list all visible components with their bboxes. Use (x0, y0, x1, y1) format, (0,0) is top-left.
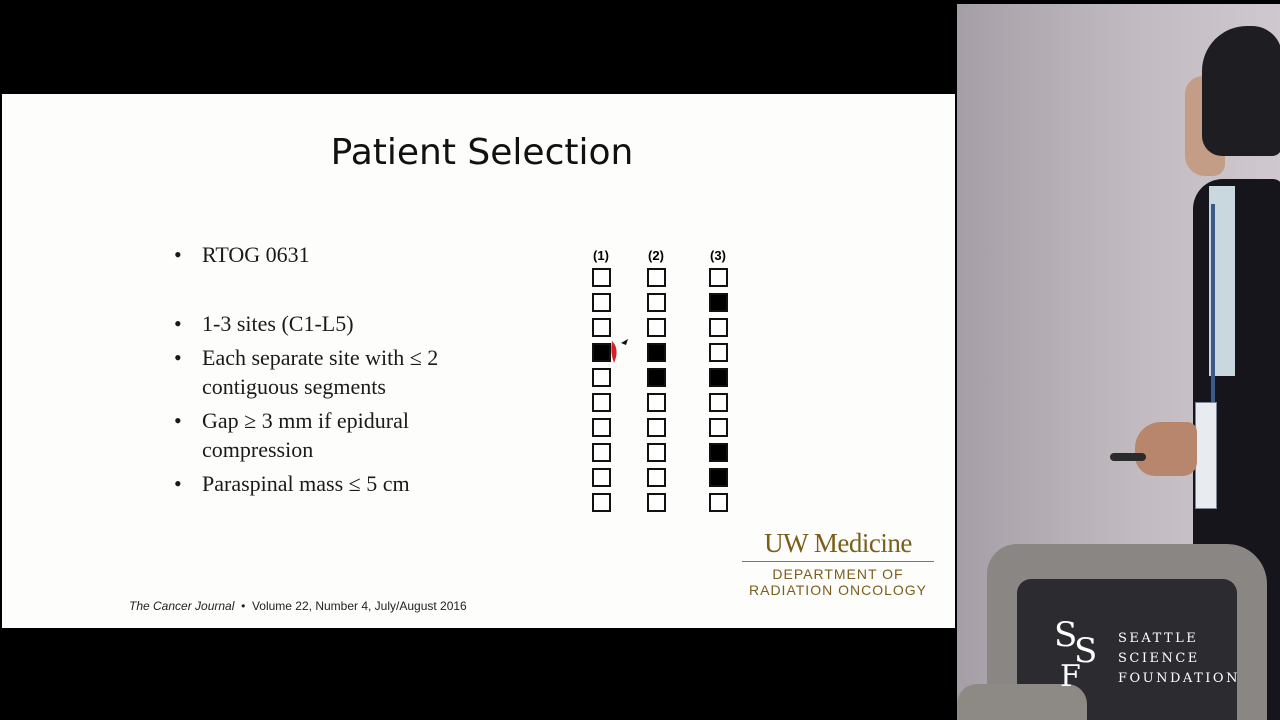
uw-medicine-logo (742, 528, 934, 598)
watermark-line-2: SCIENCE (1118, 651, 1200, 666)
segment-box-empty (647, 393, 666, 412)
segment-box-empty (592, 393, 611, 412)
watermark-line-1: SEATTLE (1118, 631, 1199, 646)
slide-title: Patient Selection (330, 132, 634, 173)
segment-box-empty (709, 418, 728, 437)
speaker-hand (1135, 422, 1197, 476)
segment-box-empty (647, 418, 666, 437)
segment-box-empty (592, 318, 611, 337)
bullet-text: Paraspinal mass ≤ 5 cm (202, 471, 410, 496)
segment-box-empty (592, 368, 611, 387)
segment-box-filled (647, 343, 666, 362)
segment-box-empty (592, 443, 611, 462)
diagram-column-label: (3) (710, 248, 726, 263)
segment-box-empty (709, 393, 728, 412)
citation (129, 599, 467, 613)
presentation-slide (2, 94, 955, 628)
segment-box-filled (709, 368, 728, 387)
speaker-lanyard (1211, 204, 1215, 404)
segment-box-empty (709, 343, 728, 362)
presentation-remote (1110, 453, 1146, 461)
speaker-video (957, 4, 1280, 720)
annotation-pointer (621, 339, 628, 345)
segment-box-filled (709, 293, 728, 312)
segment-box-empty (592, 418, 611, 437)
svg-text:F: F (1060, 659, 1081, 690)
diagram-column-label: (1) (593, 248, 609, 263)
segment-box-filled (709, 468, 728, 487)
segment-box-empty (647, 318, 666, 337)
segment-box-filled (709, 443, 728, 462)
bullet-symbol: • (174, 471, 182, 496)
logo-wordmark: UW Medicine (764, 528, 912, 558)
segment-box-empty (709, 318, 728, 337)
bullet-symbol: • (174, 345, 182, 370)
segment-box-empty (709, 493, 728, 512)
segment-box-empty (592, 468, 611, 487)
bullet-symbol: • (174, 311, 182, 336)
segment-box-empty (592, 493, 611, 512)
segment-box-empty (647, 268, 666, 287)
segment-box-empty (592, 293, 611, 312)
segment-box-empty (647, 493, 666, 512)
segment-box-empty (647, 443, 666, 462)
bullet-text: Gap ≥ 3 mm if epidural compression (202, 408, 409, 462)
svg-text:S: S (1074, 631, 1098, 671)
vertebral-segment-diagram (588, 244, 748, 519)
logo-department-line1: DEPARTMENT OF (772, 566, 904, 582)
citation-journal: The Cancer Journal (129, 599, 235, 613)
segment-box-empty (709, 268, 728, 287)
segment-box-empty (647, 293, 666, 312)
bullet-text: 1-3 sites (C1-L5) (202, 311, 354, 336)
svg-text:S: S (1054, 615, 1078, 655)
citation-separator: • (241, 599, 246, 613)
segment-box-filled (647, 368, 666, 387)
bullet-text: RTOG 0631 (202, 242, 310, 267)
bullet-text: Each separate site with ≤ 2 contiguous segments (202, 345, 439, 399)
speaker-hair (1202, 26, 1280, 156)
segment-box-empty (592, 268, 611, 287)
bullet-symbol: • (174, 242, 182, 267)
annotation-stroke (611, 341, 616, 363)
diagram-column-label: (2) (648, 248, 664, 263)
bullet-symbol: • (174, 408, 182, 433)
citation-details: Volume 22, Number 4, July/August 2016 (251, 599, 467, 613)
segment-box-empty (647, 468, 666, 487)
annotation-mark-icon (608, 337, 632, 365)
speaker-badge (1195, 402, 1217, 509)
logo-divider (742, 561, 934, 562)
logo-department-line2: RADIATION ONCOLOGY (749, 582, 927, 598)
ssf-monogram-icon (1052, 612, 1108, 690)
watermark-text (1118, 629, 1240, 689)
watermark-line-3: FOUNDATION (1118, 671, 1240, 686)
